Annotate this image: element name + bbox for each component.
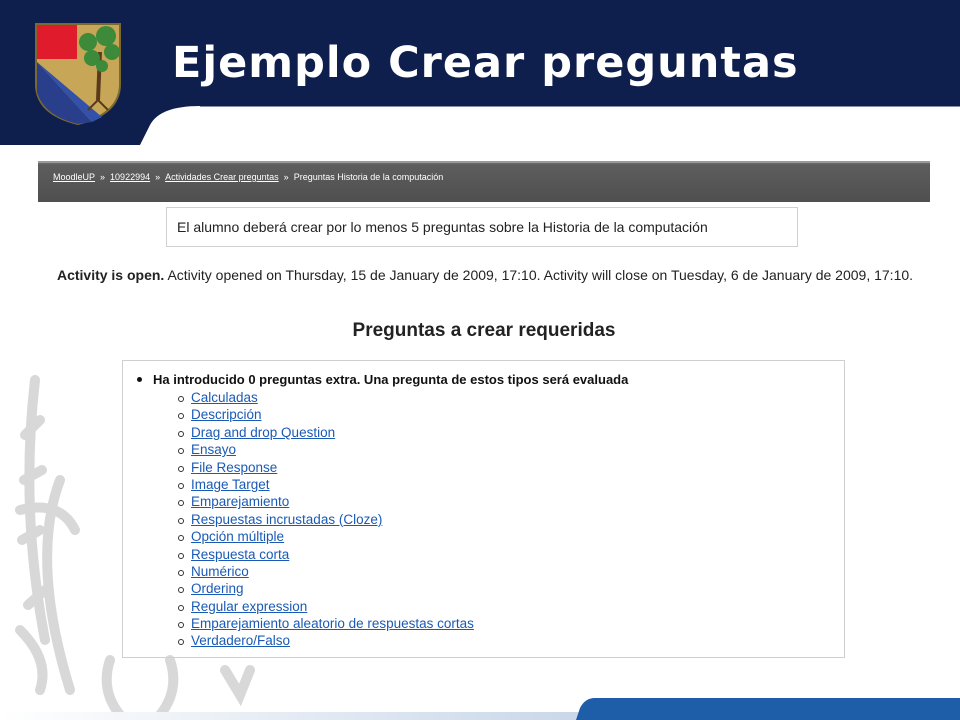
circle-bullet-icon (178, 587, 184, 593)
question-type-link[interactable]: Verdadero/Falso (191, 633, 291, 649)
circle-bullet-icon (178, 570, 184, 576)
list-item (191, 511, 474, 528)
breadcrumb-separator: » (155, 172, 161, 182)
question-type-link[interactable]: Calculadas (191, 390, 258, 405)
circle-bullet-icon (178, 553, 184, 559)
circle-bullet-icon (178, 605, 184, 611)
question-type-list (191, 389, 474, 650)
intro-box (166, 207, 798, 247)
circle-bullet-icon (178, 396, 184, 402)
requirements-summary (153, 372, 628, 387)
question-type-link[interactable]: Respuestas incrustadas (Cloze) (191, 511, 383, 527)
question-type-link[interactable]: Regular expression (191, 598, 308, 614)
slide-title: Ejemplo Crear preguntas (172, 38, 799, 88)
question-type-link[interactable]: Respuesta corta (191, 546, 290, 562)
activity-status-details: Activity opened on Thursday, 15 de January de 2009, 17:10. Activity will close on Tuesday, 6 de January de 2009, 17:10. (167, 267, 914, 283)
circle-bullet-icon (178, 483, 184, 489)
navbar-top-line (38, 161, 930, 163)
list-item (191, 459, 474, 476)
circle-bullet-icon (178, 639, 184, 645)
list-item (191, 389, 474, 406)
list-item (191, 493, 474, 510)
bullet-dot-icon (137, 377, 142, 382)
circle-bullet-icon (178, 500, 184, 506)
question-type-link[interactable]: Numérico (191, 563, 249, 579)
list-item (191, 424, 474, 441)
question-types-box (122, 360, 845, 658)
list-item (191, 441, 474, 458)
circle-bullet-icon (178, 535, 184, 541)
question-type-link[interactable]: Emparejamiento (191, 494, 290, 510)
breadcrumb-separator: » (100, 172, 106, 182)
list-item (191, 563, 474, 580)
requirements-summary-text: Ha introducido 0 preguntas extra. Una pregunta de estos tipos será evaluada (153, 372, 629, 387)
breadcrumb-link-course[interactable]: 10922994 (110, 172, 151, 182)
breadcrumb-link-moodleup[interactable]: MoodleUP (53, 172, 96, 182)
question-type-link[interactable]: Ordering (191, 581, 244, 597)
bottom-band (0, 690, 960, 720)
list-item (191, 598, 474, 615)
list-item (191, 580, 474, 597)
breadcrumb (53, 172, 443, 182)
breadcrumb-current: Preguntas Historia de la computación (293, 172, 444, 182)
breadcrumb-link-activities[interactable]: Actividades Crear preguntas (165, 172, 279, 182)
intro-text: El alumno deberá crear por lo menos 5 preguntas sobre la Historia de la computación (177, 219, 708, 235)
crest-logo (32, 22, 124, 126)
question-type-link[interactable]: Emparejamiento aleatorio de respuestas cortas (191, 616, 474, 632)
list-item (191, 615, 474, 632)
list-item (191, 528, 474, 545)
list-item (191, 546, 474, 563)
circle-bullet-icon (178, 518, 184, 524)
question-type-link[interactable]: Descripción (191, 407, 262, 423)
circle-bullet-icon (178, 622, 184, 628)
breadcrumb-separator: » (283, 172, 289, 182)
question-type-link[interactable]: Image Target (191, 476, 270, 492)
question-type-link[interactable]: Drag and drop Question (191, 424, 336, 440)
circle-bullet-icon (178, 413, 184, 419)
circle-bullet-icon (178, 466, 184, 472)
list-item (191, 406, 474, 423)
question-type-link[interactable]: File Response (191, 459, 278, 475)
question-type-link[interactable]: Opción múltiple (191, 529, 285, 545)
list-item (191, 476, 474, 493)
activity-status (45, 266, 925, 284)
list-item (191, 632, 474, 649)
activity-status-label: Activity is open. (56, 267, 165, 283)
circle-bullet-icon (178, 431, 184, 437)
moodle-navbar (38, 161, 930, 202)
section-heading: Preguntas a crear requeridas (352, 320, 616, 341)
circle-bullet-icon (178, 448, 184, 454)
question-type-link[interactable]: Ensayo (191, 442, 237, 458)
